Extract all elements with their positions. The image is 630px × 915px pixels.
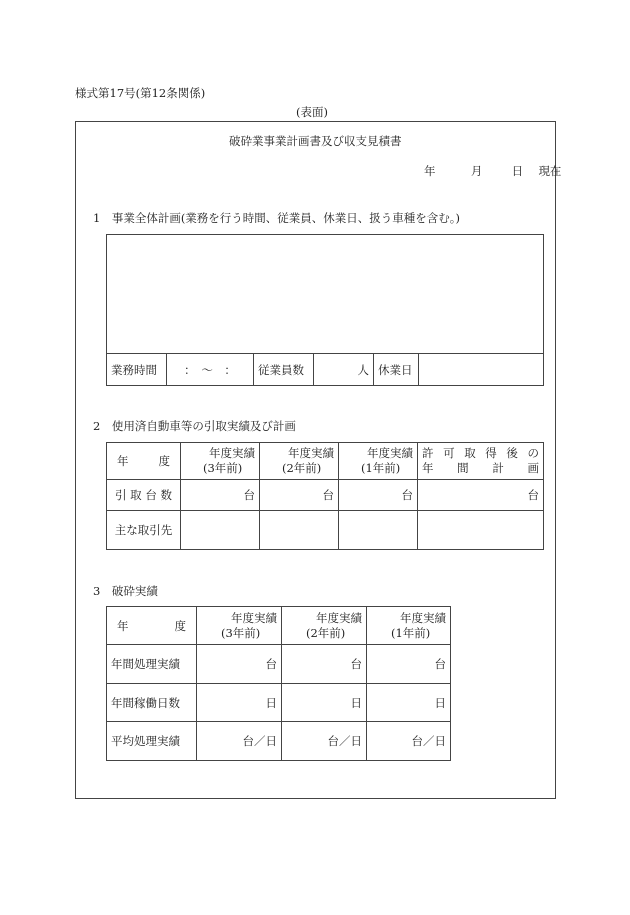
operating-days-label: 年間稼働日数 bbox=[107, 684, 197, 722]
year-header: 年 度 bbox=[107, 443, 181, 480]
operating-days-1y[interactable]: 日 bbox=[367, 684, 451, 722]
main-partners-2y[interactable] bbox=[260, 511, 339, 550]
business-hours-field[interactable]: ： 〜 ： bbox=[167, 354, 254, 386]
employees-field[interactable]: 人 bbox=[314, 354, 374, 386]
date-year: 年 bbox=[424, 164, 436, 178]
main-partners-1y[interactable] bbox=[339, 511, 418, 550]
date-month: 月 bbox=[470, 164, 483, 178]
main-partners-label: 主な取引先 bbox=[107, 511, 181, 550]
side-label: (表面) bbox=[296, 105, 328, 119]
operating-days-2y[interactable]: 日 bbox=[282, 684, 367, 722]
col-annual-plan: 許 可 取 得 後 の 年 間 計 画 bbox=[418, 443, 544, 480]
intake-count-3y[interactable]: 台 bbox=[181, 480, 260, 511]
business-plan-table bbox=[106, 234, 544, 386]
year-header-3: 年 度 bbox=[107, 607, 197, 645]
col3-1-year-ago: 年度実績 (1年前) bbox=[367, 607, 451, 645]
form-number: 様式第17号(第12条関係) bbox=[75, 86, 206, 100]
col3-3-years-ago: 年度実績 (3年前) bbox=[197, 607, 282, 645]
section2-heading: 2 使用済自動車等の引取実績及び計画 bbox=[93, 419, 296, 433]
annual-processing-2y[interactable]: 台 bbox=[282, 645, 367, 684]
average-processing-1y[interactable]: 台／日 bbox=[367, 722, 451, 761]
col-1-year-ago: 年度実績 (1年前) bbox=[339, 443, 418, 480]
document-title: 破砕業事業計画書及び収支見積書 bbox=[229, 134, 402, 148]
intake-count-1y[interactable]: 台 bbox=[339, 480, 418, 511]
intake-count-label: 引 取 台 数 bbox=[107, 480, 181, 511]
annual-processing-3y[interactable]: 台 bbox=[197, 645, 282, 684]
col3-2-years-ago: 年度実績 (2年前) bbox=[282, 607, 367, 645]
holiday-field[interactable] bbox=[419, 354, 544, 386]
business-plan-textarea[interactable] bbox=[107, 235, 544, 354]
col-3-years-ago: 年度実績 (3年前) bbox=[181, 443, 260, 480]
section1-heading: 1 事業全体計画(業務を行う時間、従業員、休業日、扱う車種を含む。) bbox=[93, 211, 461, 225]
holiday-label: 休業日 bbox=[374, 354, 419, 386]
intake-count-plan[interactable]: 台 bbox=[418, 480, 544, 511]
shredding-results-table bbox=[106, 606, 451, 761]
business-hours-label: 業務時間 bbox=[107, 354, 167, 386]
col-2-years-ago: 年度実績 (2年前) bbox=[260, 443, 339, 480]
operating-days-3y[interactable]: 日 bbox=[197, 684, 282, 722]
main-partners-plan[interactable] bbox=[418, 511, 544, 550]
annual-processing-label: 年間処理実績 bbox=[107, 645, 197, 684]
date-day: 日 bbox=[511, 164, 524, 178]
average-processing-3y[interactable]: 台／日 bbox=[197, 722, 282, 761]
intake-count-2y[interactable]: 台 bbox=[260, 480, 339, 511]
date-as-of: 現在 bbox=[538, 164, 562, 178]
average-processing-2y[interactable]: 台／日 bbox=[282, 722, 367, 761]
average-processing-label: 平均処理実績 bbox=[107, 722, 197, 761]
section3-heading: 3 破砕実績 bbox=[93, 584, 158, 598]
annual-processing-1y[interactable]: 台 bbox=[367, 645, 451, 684]
vehicle-intake-table bbox=[106, 442, 544, 550]
date-line bbox=[424, 163, 561, 179]
main-partners-3y[interactable] bbox=[181, 511, 260, 550]
employees-label: 従業員数 bbox=[254, 354, 314, 386]
